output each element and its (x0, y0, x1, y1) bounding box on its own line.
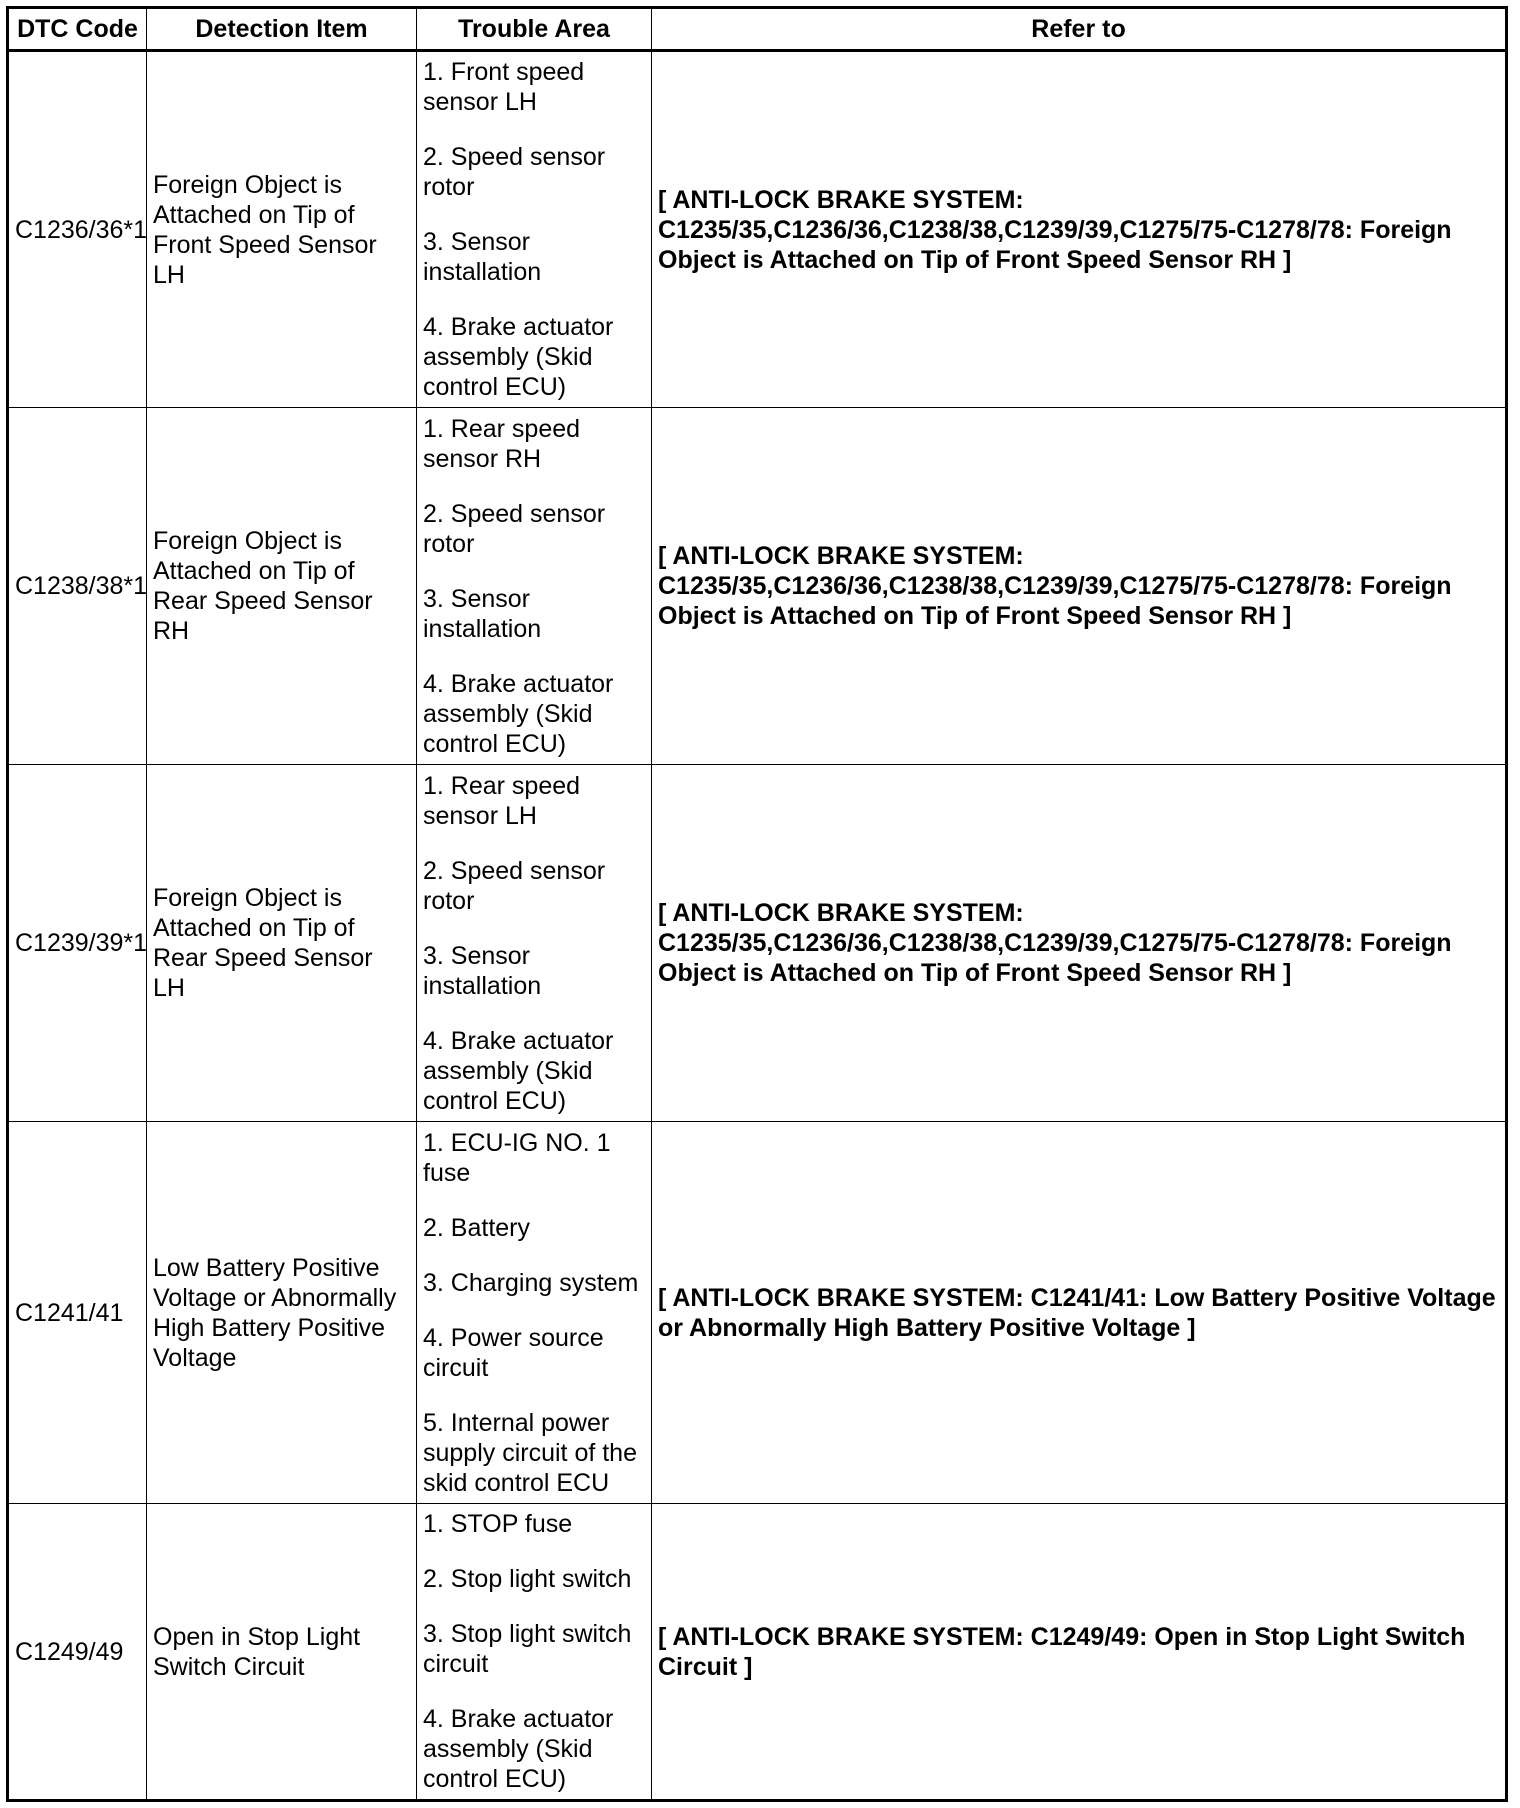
trouble-area-item: 3. Sensor installation (423, 584, 542, 643)
table-row (8, 408, 1507, 765)
refer-to-link[interactable]: [ ANTI-LOCK BRAKE SYSTEM: C1249/49: Open in Stop Light Switch Circuit ] (652, 1504, 1507, 1801)
dtc-code-cell: C1241/41 (8, 1122, 147, 1504)
refer-to-link[interactable]: [ ANTI-LOCK BRAKE SYSTEM: C1241/41: Low Battery Positive Voltage or Abnormally High Battery Positive Voltage ] (652, 1122, 1507, 1504)
dtc-table (6, 6, 1508, 1802)
trouble-area-cell (417, 1122, 652, 1504)
trouble-area-item: 3. Charging system (423, 1268, 639, 1297)
trouble-area-item: 4. Power source circuit (423, 1323, 604, 1382)
refer-to-link[interactable]: [ ANTI-LOCK BRAKE SYSTEM: C1235/35,C1236/36,C1238/38,C1239/39,C1275/75-C1278/78: Foreign Object is Attached on Tip of Front Speed Sensor RH ] (652, 765, 1507, 1122)
header-detection-item: Detection Item (147, 8, 417, 51)
trouble-area-item: 2. Stop light switch (423, 1565, 632, 1593)
trouble-area-item: 3. Sensor installation (423, 228, 542, 286)
trouble-area-item: 2. Speed sensor rotor (423, 499, 606, 558)
trouble-area-item: 3. Stop light switch circuit (423, 1620, 632, 1678)
table-row (8, 765, 1507, 1122)
table-row (8, 1504, 1507, 1801)
detection-item-cell: Low Battery Positive Voltage or Abnormally High Battery Positive Voltage (147, 1122, 417, 1504)
trouble-area-cell (417, 765, 652, 1122)
detection-item-cell: Foreign Object is Attached on Tip of Rear Speed Sensor RH (147, 408, 417, 765)
trouble-area-item: 1. Rear speed sensor RH (423, 414, 581, 473)
trouble-area-item: 5. Internal power supply circuit of the skid control ECU (423, 1408, 637, 1497)
trouble-area-cell (417, 1504, 652, 1801)
header-dtc-code: DTC Code (8, 8, 147, 51)
trouble-area-item: 1. Front speed sensor LH (423, 58, 585, 116)
trouble-area-cell (417, 51, 652, 408)
table-row (8, 1122, 1507, 1504)
detection-item-cell: Foreign Object is Attached on Tip of Rear Speed Sensor LH (147, 765, 417, 1122)
trouble-area-item: 4. Brake actuator assembly (Skid control ECU) (423, 1026, 614, 1115)
trouble-area-cell (417, 408, 652, 765)
dtc-code-cell: C1238/38*1 (8, 408, 147, 765)
trouble-area-item: 2. Speed sensor rotor (423, 143, 606, 201)
trouble-area-item: 1. Rear speed sensor LH (423, 771, 581, 830)
dtc-code-cell: C1249/49 (8, 1504, 147, 1801)
detection-item-cell: Foreign Object is Attached on Tip of Front Speed Sensor LH (147, 51, 417, 408)
trouble-area-item: 1. ECU-IG NO. 1 fuse (423, 1128, 611, 1187)
trouble-area-item: 4. Brake actuator assembly (Skid control ECU) (423, 669, 614, 758)
trouble-area-item: 2. Battery (423, 1213, 530, 1242)
refer-to-link[interactable]: [ ANTI-LOCK BRAKE SYSTEM: C1235/35,C1236/36,C1238/38,C1239/39,C1275/75-C1278/78: Foreign Object is Attached on Tip of Front Speed Sensor RH ] (652, 51, 1507, 408)
header-refer-to: Refer to (652, 8, 1507, 51)
trouble-area-item: 4. Brake actuator assembly (Skid control ECU) (423, 1705, 614, 1793)
trouble-area-item: 3. Sensor installation (423, 941, 542, 1000)
table-body (8, 51, 1507, 1801)
dtc-code-cell: C1236/36*1 (8, 51, 147, 408)
trouble-area-item: 1. STOP fuse (423, 1510, 573, 1538)
dtc-code-cell: C1239/39*1 (8, 765, 147, 1122)
detection-item-cell: Open in Stop Light Switch Circuit (147, 1504, 417, 1801)
header-row (8, 8, 1507, 51)
header-trouble-area: Trouble Area (417, 8, 652, 51)
refer-to-link[interactable]: [ ANTI-LOCK BRAKE SYSTEM: C1235/35,C1236/36,C1238/38,C1239/39,C1275/75-C1278/78: Foreign Object is Attached on Tip of Front Speed Sensor RH ] (652, 408, 1507, 765)
table-row (8, 51, 1507, 408)
trouble-area-item: 2. Speed sensor rotor (423, 856, 606, 915)
table-header (8, 8, 1507, 51)
trouble-area-item: 4. Brake actuator assembly (Skid control ECU) (423, 313, 614, 401)
